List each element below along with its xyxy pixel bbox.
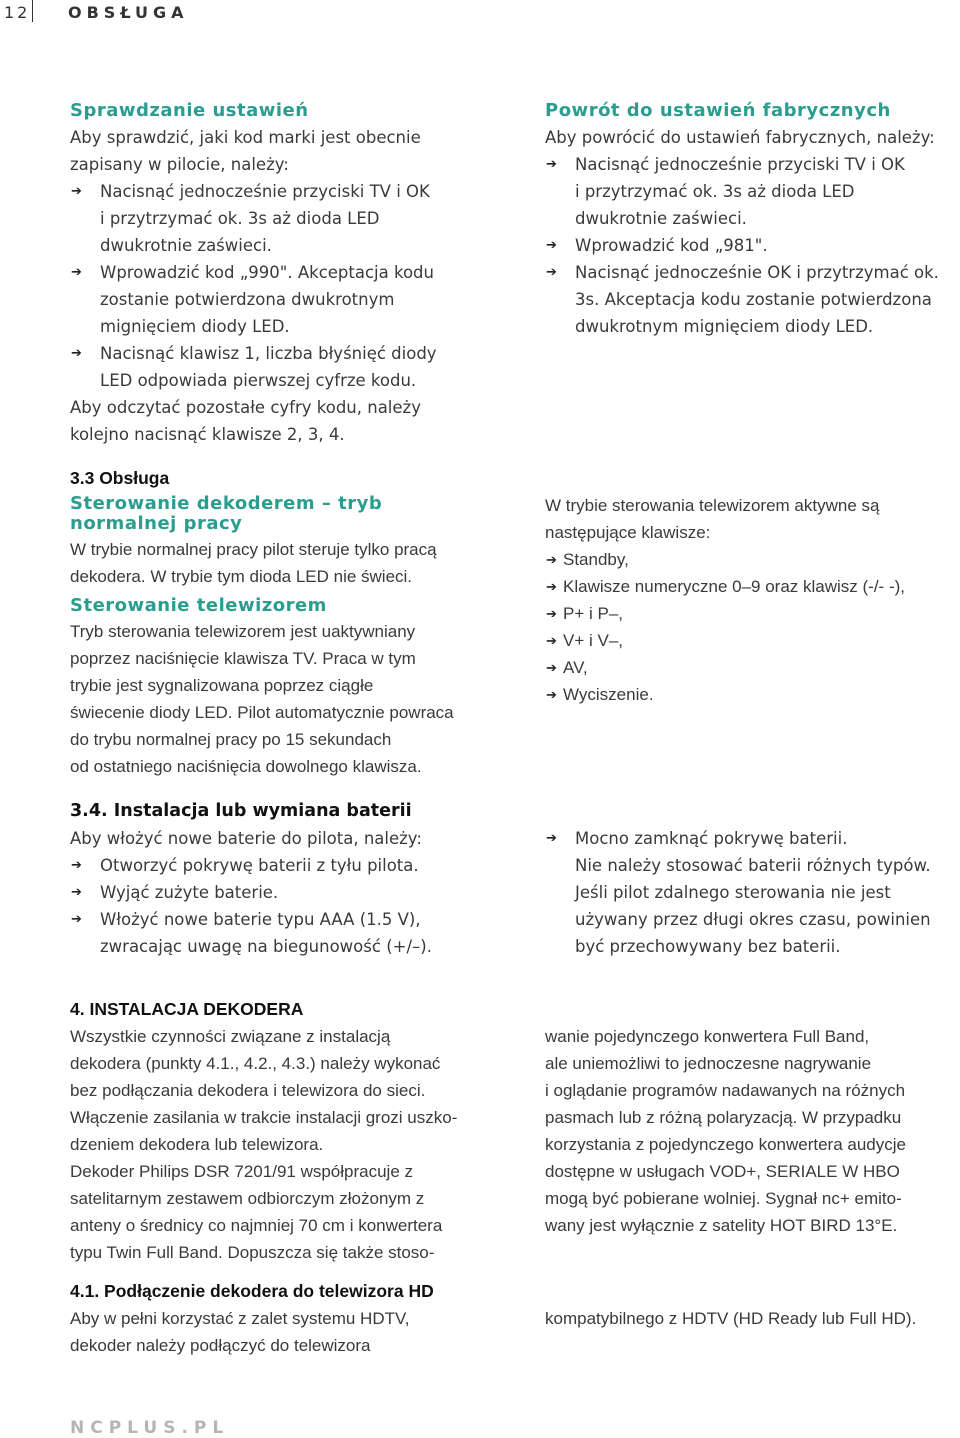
arrow-icon: ➔ (546, 238, 557, 253)
arrow-icon: ➔ (71, 912, 82, 927)
battery-intro: Aby włożyć nowe baterie do pilota, należy: (70, 829, 422, 848)
list-item-text: AV, (563, 658, 588, 677)
tv-mode-heading: Sterowanie telewizorem (70, 595, 327, 616)
list-item (545, 151, 955, 232)
list-item-line: dwukrotnym mignięciem diody LED. (575, 317, 874, 336)
arrow-icon: ➔ (546, 831, 557, 846)
battery-steps-list (70, 852, 510, 960)
page-header (0, 0, 960, 24)
install-text-line: Wszystkie czynności związane z instalacją (70, 1027, 391, 1046)
list-item-line: być przechowywany bez baterii. (575, 937, 841, 956)
hd-title: 4.1. Podłączenie dekodera do telewizora HD (70, 1281, 434, 1301)
tv-mode-text: poprzez naciśnięcie klawisza TV. Praca w tym (70, 649, 416, 668)
list-item-line: Nie należy stosować baterii różnych typów. (575, 856, 931, 875)
check-steps-list (70, 178, 490, 394)
tv-keys-intro: W trybie sterowania telewizorem aktywne są (545, 496, 880, 515)
install-text-line: i oglądanie programów nadawanych na różnych (545, 1081, 906, 1100)
section-title: OBSŁUGA (68, 3, 189, 22)
tv-keys-list (545, 546, 955, 708)
tv-keys-section (545, 492, 955, 708)
install-text-line: pasmach lub z różną polaryzacją. W przypadku (545, 1108, 902, 1127)
battery-section-continued (545, 825, 955, 960)
arrow-icon: ➔ (546, 606, 557, 621)
normal-mode-text: W trybie normalnej pracy pilot steruje tylko pracą (70, 540, 437, 559)
list-item-line: Wprowadzić kod „990". Akceptacja kodu (100, 263, 434, 282)
install-section (70, 996, 520, 1266)
operation-section (70, 465, 510, 780)
list-item (545, 654, 955, 681)
factory-intro-line: Aby powrócić do ustawień fabrycznych, należy: (545, 128, 935, 147)
list-item (545, 573, 955, 600)
header-divider (32, 0, 33, 22)
arrow-icon: ➔ (546, 265, 557, 280)
install-text-line: ale uniemożliwi to jednoczesne nagrywanie (545, 1054, 872, 1073)
list-item (70, 259, 490, 340)
list-item-line: Jeśli pilot zdalnego sterowania nie jest (575, 883, 891, 902)
install-text-line: anteny o średnicy co najmniej 70 cm i konwertera (70, 1216, 443, 1235)
list-item (545, 259, 955, 340)
install-text-line: korzystania z pojedynczego konwertera audycje (545, 1135, 906, 1154)
list-item (545, 681, 955, 708)
install-text-line: dzeniem dekodera lub telewizora. (70, 1135, 324, 1154)
list-item-text: P+ i P–, (563, 604, 624, 623)
list-item-line: dwukrotnie zaświeci. (100, 236, 272, 255)
arrow-icon: ➔ (71, 885, 82, 900)
list-item-text: Wyciszenie. (563, 685, 654, 704)
list-item-line: i przytrzymać ok. 3s aż dioda LED (100, 209, 380, 228)
list-item-line: dwukrotnie zaświeci. (575, 209, 747, 228)
list-item-line: mignięciem diody LED. (100, 317, 290, 336)
install-text-line: wanie pojedynczego konwertera Full Band, (545, 1027, 870, 1046)
arrow-icon: ➔ (71, 184, 82, 199)
arrow-icon: ➔ (546, 157, 557, 172)
list-item-line: Nacisnąć klawisz 1, liczba błyśnięć diody (100, 344, 437, 363)
tv-mode-text: do trybu normalnej pracy po 15 sekundach (70, 730, 392, 749)
install-text-line: satelitarnym zestawem odbiorczym złożonym z (70, 1189, 425, 1208)
hd-text-line: Aby w pełni korzystać z zalet systemu HDTV, (70, 1309, 410, 1328)
list-item-line: Nacisnąć jednocześnie przyciski TV i OK (575, 155, 905, 174)
arrow-icon: ➔ (546, 660, 557, 675)
list-item (70, 879, 510, 906)
tv-mode-text: trybie jest sygnalizowana poprzez ciągłe (70, 676, 374, 695)
list-item-line: i przytrzymać ok. 3s aż dioda LED (575, 182, 855, 201)
list-item (545, 825, 955, 960)
tv-mode-text: świecenie diody LED. Pilot automatycznie powraca (70, 703, 454, 722)
install-text-line: bez podłączania dekodera i telewizora do sieci. (70, 1081, 426, 1100)
install-text-line: Włączenie zasilania w trakcie instalacji grozi uszko- (70, 1108, 458, 1127)
arrow-icon: ➔ (546, 633, 557, 648)
list-item (545, 232, 955, 259)
arrow-icon: ➔ (71, 858, 82, 873)
install-title: 4. INSTALACJA DEKODERA (70, 999, 304, 1019)
list-item-text: Klawisze numeryczne 0–9 oraz klawisz (-/- -), (563, 577, 905, 596)
list-item (545, 600, 955, 627)
list-item (70, 340, 490, 394)
check-settings-heading: Sprawdzanie ustawień (70, 100, 309, 121)
list-item-line: używany przez długi okres czasu, powinien (575, 910, 931, 929)
list-item (545, 546, 955, 573)
normal-mode-text: dekodera. W trybie tym dioda LED nie świeci. (70, 567, 413, 586)
list-item-line: Wyjąć zużyte baterie. (100, 883, 279, 902)
list-item-line: zostanie potwierdzona dwukrotnym (100, 290, 395, 309)
hd-text-line: dekoder należy podłączyć do telewizora (70, 1336, 371, 1355)
install-text-line: dostępne w usługach VOD+, SERIALE W HBO (545, 1162, 900, 1181)
arrow-icon: ➔ (546, 552, 557, 567)
tv-mode-text: Tryb sterowania telewizorem jest uaktywniany (70, 622, 416, 641)
list-item-line: 3s. Akceptacja kodu zostanie potwierdzona (575, 290, 932, 309)
check-settings-section (70, 99, 490, 448)
hd-text-line: kompatybilnego z HDTV (HD Ready lub Full HD). (545, 1309, 917, 1328)
list-item (545, 627, 955, 654)
battery-steps-list-right (545, 825, 955, 960)
page-number: 12 (4, 3, 31, 22)
list-item-line: LED odpowiada pierwszej cyfrze kodu. (100, 371, 417, 390)
arrow-icon: ➔ (71, 346, 82, 361)
hd-section-continued (545, 1305, 955, 1332)
operation-title: 3.3 Obsługa (70, 468, 170, 488)
check-intro-line: zapisany w pilocie, należy: (70, 155, 289, 174)
install-text-line: dekodera (punkty 4.1., 4.2., 4.3.) należy wykonać (70, 1054, 441, 1073)
hd-section (70, 1278, 530, 1359)
footer-site-name: NCPLUS.PL (70, 1418, 230, 1438)
battery-section (70, 798, 510, 960)
factory-reset-section (545, 99, 955, 340)
list-item-line: Wprowadzić kod „981". (575, 236, 768, 255)
normal-mode-heading: normalnej pracy (70, 513, 243, 534)
install-section-continued (545, 1023, 955, 1239)
tv-mode-text: od ostatniego naciśnięcia dowolnego klawisza. (70, 757, 422, 776)
factory-reset-heading: Powrót do ustawień fabrycznych (545, 100, 891, 121)
list-item-text: Standby, (563, 550, 629, 569)
check-intro-line: Aby sprawdzić, jaki kod marki jest obecnie (70, 128, 421, 147)
factory-steps-list (545, 151, 955, 340)
list-item (70, 906, 510, 960)
install-text-line: Dekoder Philips DSR 7201/91 współpracuje z (70, 1162, 414, 1181)
tv-keys-intro: następujące klawisze: (545, 523, 711, 542)
list-item-line: Otworzyć pokrywę baterii z tyłu pilota. (100, 856, 419, 875)
check-outro-line: kolejno nacisnąć klawisze 2, 3, 4. (70, 425, 345, 444)
arrow-icon: ➔ (546, 687, 557, 702)
arrow-icon: ➔ (71, 265, 82, 280)
list-item-text: V+ i V–, (563, 631, 624, 650)
install-text-line: typu Twin Full Band. Dopuszcza się także stoso- (70, 1243, 435, 1262)
list-item (70, 852, 510, 879)
install-text-line: mogą być pobierane wolniej. Sygnał nc+ emito- (545, 1189, 902, 1208)
arrow-icon: ➔ (546, 579, 557, 594)
check-outro-line: Aby odczytać pozostałe cyfry kodu, należy (70, 398, 421, 417)
list-item-line: Nacisnąć jednocześnie przyciski TV i OK (100, 182, 430, 201)
list-item-line: Nacisnąć jednocześnie OK i przytrzymać ok. (575, 263, 939, 282)
normal-mode-heading: Sterowanie dekoderem – tryb (70, 493, 383, 514)
list-item-line: zwracając uwagę na biegunowość (+/–). (100, 937, 432, 956)
battery-title: 3.4. Instalacja lub wymiana baterii (70, 801, 412, 821)
install-text-line: wany jest wyłącznie z satelity HOT BIRD 13°E. (545, 1216, 898, 1235)
list-item (70, 178, 490, 259)
list-item-line: Włożyć nowe baterie typu AAA (1.5 V), (100, 910, 421, 929)
list-item-line: Mocno zamknąć pokrywę baterii. (575, 829, 848, 848)
